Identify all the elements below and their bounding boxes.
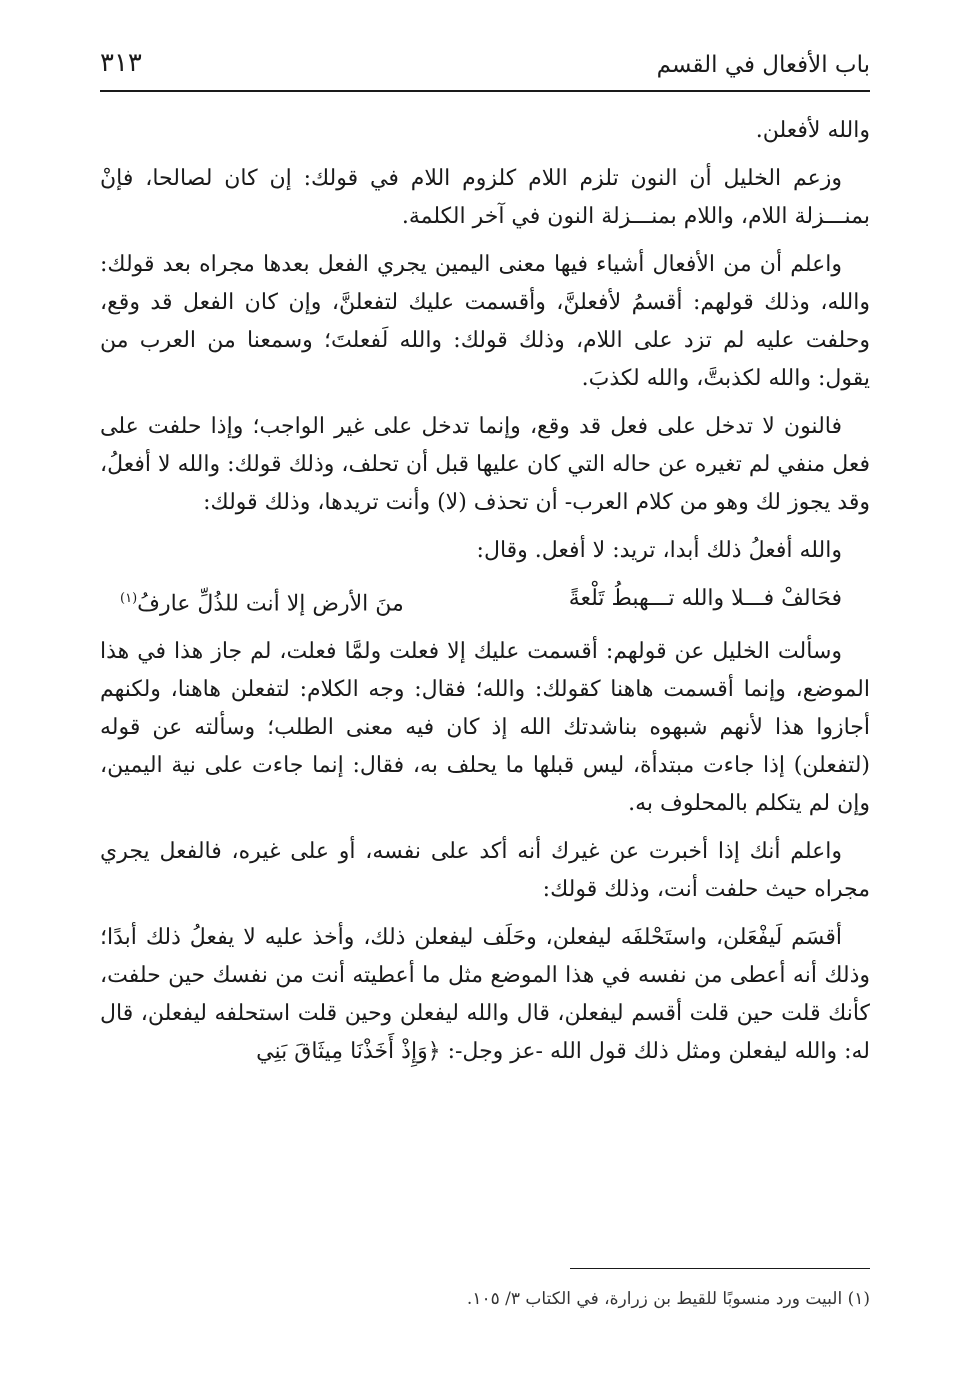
page-header <box>100 40 870 92</box>
paragraph: أقسَم لَيفْعَلن، واستَحْلفَه ليفعلن، وحَلَف ليفعلن ذلك، وأخذ عليه لا يفعلُ ذلك أبدًا؛ وذلك أنه أعطى من نفسه في هذا الموضع مثل ما أعطيته أنت من نفسك حين حلفت، كأنك قلت حين قلت أقسم ليفعلن، قال والله ليفعلن وحين قلت استحلفه ليفعلن، قال له: والله ليفعلن ومثل ذلك قول الله -عز وجل-: ﴿وَإِذْ أَخَذْنَا مِيثَاقَ بَنِي <box>100 925 870 1065</box>
footnote: (١) البيت ورد منسوبًا للقيط بن زرارة، في الكتاب ٣/ ١٠٥. <box>466 1289 870 1309</box>
footnote-reference[interactable]: (١) <box>120 591 138 606</box>
footnote-divider <box>570 1268 870 1269</box>
paragraph: والله أفعلُ ذلك أبدا، تريد: لا أفعل. وقال: <box>476 538 842 563</box>
verse-second-hemistich <box>120 580 404 623</box>
verse-second-hemistich-text: منَ الأرض إلا أنت للذُلِّ عارفُ <box>137 591 404 617</box>
book-page <box>100 40 870 1360</box>
paragraph: وزعم الخليل أن النون تلزم اللام كلزوم اللام في قولك: إن كان لصالحا، فإنْ بمنـــزلة اللام، واللام بمنـــزلة النون في آخر الكلمة. <box>100 166 870 229</box>
paragraph: واعلم أن من الأفعال أشياء فيها معنى اليمين يجري الفعل بعدها مجراه بعد قولك: والله، وذلك قولهم: أقسمُ لأفعلنَّ، وأقسمت عليك لتفعلنَّ، وإن كان الفعل قد وقع، وحلفت عليه لم تزد على اللام، وذلك قولك: والله لَفعلتَ؛ وسمعنا من العرب من يقول: والله لكذبتَّ، والله لكذبَ. <box>100 252 870 391</box>
paragraph: واعلم أنك إذا أخبرت عن غيرك أنه أكد على نفسه، أو على غيره، فالفعل يجري مجراه حيث حلفت أنت، وذلك قولك: <box>100 839 870 903</box>
running-title: باب الأفعال في القسم <box>656 52 870 78</box>
page-number: ٣١٣ <box>100 48 142 78</box>
paragraph: فالنون لا تدخل على فعل قد وقع، وإنما تدخل على غير الواجب؛ وإذا حلفت على فعل منفي لم تغيره عن حاله التي كان عليها قبل أن تحلف، وذلك قولك: والله لا أفعلُ، وقد يجوز لك وهو من كلام العرب- أن تحذف (لا) وأنت تريدها، وذلك قولك: <box>100 414 870 515</box>
verse-first-hemistich: فحَالفْ فـــلا والله تـــهبطُ تَلْعةً <box>568 586 842 611</box>
poetry-verse <box>100 580 870 623</box>
paragraph: والله لأفعلن. <box>755 118 870 143</box>
page-body <box>100 92 870 1071</box>
paragraph: وسألت الخليل عن قولهم: أقسمت عليك إلا فعلت ولمَّا فعلت، لم جاز هذا في هذا الموضع، وإنما أقسمت هاهنا كقولك: والله؛ فقال: وجه الكلام: لتفعلن هاهنا، ولكنهم أجازوا هذا لأنهم شبهوه بناشدتك الله إذ كان فيه معنى الطلب؛ وسألته عن قوله (لتفعلن) إذا جاءت مبتدأة، ليس قبلها ما يحلف به، فقال: إنما جاءت على نية اليمين، وإن لم يتكلم بالمحلوف به. <box>100 639 870 817</box>
